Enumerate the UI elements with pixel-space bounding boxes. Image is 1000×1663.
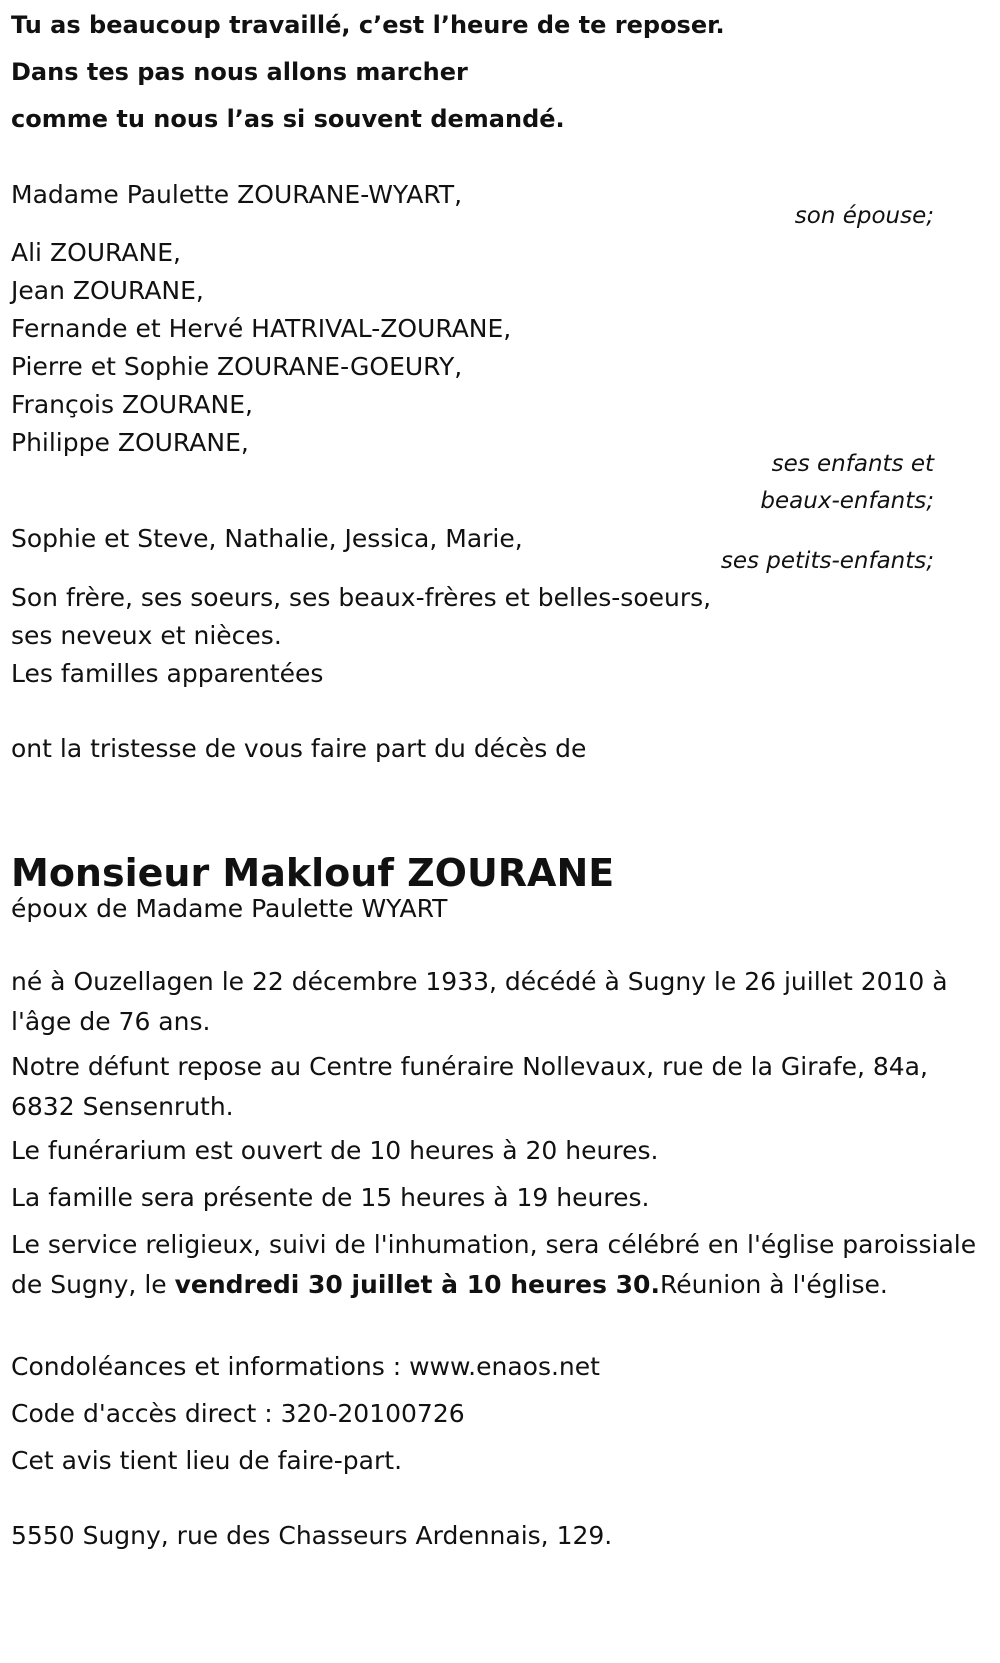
- child-name: François ZOURANE,: [11, 390, 253, 419]
- condolences-info: Condoléances et informations : www.enaos.net: [11, 1352, 600, 1381]
- children-role-line-2: beaux-enfants;: [760, 488, 934, 514]
- funerarium-hours: Le funérarium est ouvert de 10 heures à 20 heures.: [11, 1136, 659, 1165]
- child-name: Ali ZOURANE,: [11, 238, 181, 267]
- service-text-before: Le service religieux, suivi de l'inhumation, sera célébré en l'église paroissiale de Sugny, le: [11, 1230, 977, 1299]
- children-role-line-1: ses enfants et: [771, 451, 934, 477]
- address: 5550 Sugny, rue des Chasseurs Ardennais, 129.: [11, 1521, 613, 1550]
- service-date-time: vendredi 30 juillet à 10 heures 30.: [174, 1270, 660, 1299]
- spouse-of-text: époux de Madame Paulette WYART: [11, 894, 448, 923]
- poem-line-2: Dans tes pas nous allons marcher: [11, 58, 468, 86]
- deceased-name: Monsieur Maklouf ZOURANE: [11, 851, 615, 895]
- spouse-name: Madame Paulette ZOURANE-WYART,: [11, 180, 463, 209]
- poem-line-1: Tu as beaucoup travaillé, c’est l’heure de te reposer.: [11, 11, 725, 39]
- family-line-1: Son frère, ses soeurs, ses beaux-frères et belles-soeurs,: [11, 583, 712, 612]
- child-name: Philippe ZOURANE,: [11, 428, 249, 457]
- child-name: Fernande et Hervé HATRIVAL-ZOURANE,: [11, 314, 512, 343]
- family-presence: La famille sera présente de 15 heures à 19 heures.: [11, 1183, 650, 1212]
- service-text-after: Réunion à l'église.: [659, 1270, 888, 1299]
- service-paragraph: [11, 1225, 991, 1305]
- announcement-text: ont la tristesse de vous faire part du décès de: [11, 734, 587, 763]
- child-name: Pierre et Sophie ZOURANE-GOEURY,: [11, 352, 463, 381]
- poem-line-3: comme tu nous l’as si souvent demandé.: [11, 105, 565, 133]
- rest-place-paragraph: Notre défunt repose au Centre funéraire Nollevaux, rue de la Girafe, 84a, 6832 Sensenruth.: [11, 1052, 928, 1121]
- grandchildren-names: Sophie et Steve, Nathalie, Jessica, Marie,: [11, 524, 523, 553]
- family-line-3: Les familles apparentées: [11, 659, 324, 688]
- family-line-2: ses neveux et nièces.: [11, 621, 282, 650]
- child-name: Jean ZOURANE,: [11, 276, 204, 305]
- spouse-role: son épouse;: [794, 203, 934, 229]
- grandchildren-role: ses petits-enfants;: [720, 548, 934, 574]
- notice-text: Cet avis tient lieu de faire-part.: [11, 1446, 403, 1475]
- birth-death-paragraph: né à Ouzellagen le 22 décembre 1933, décédé à Sugny le 26 juillet 2010 à l'âge de 76 ans.: [11, 967, 948, 1036]
- access-code: Code d'accès direct : 320-20100726: [11, 1399, 465, 1428]
